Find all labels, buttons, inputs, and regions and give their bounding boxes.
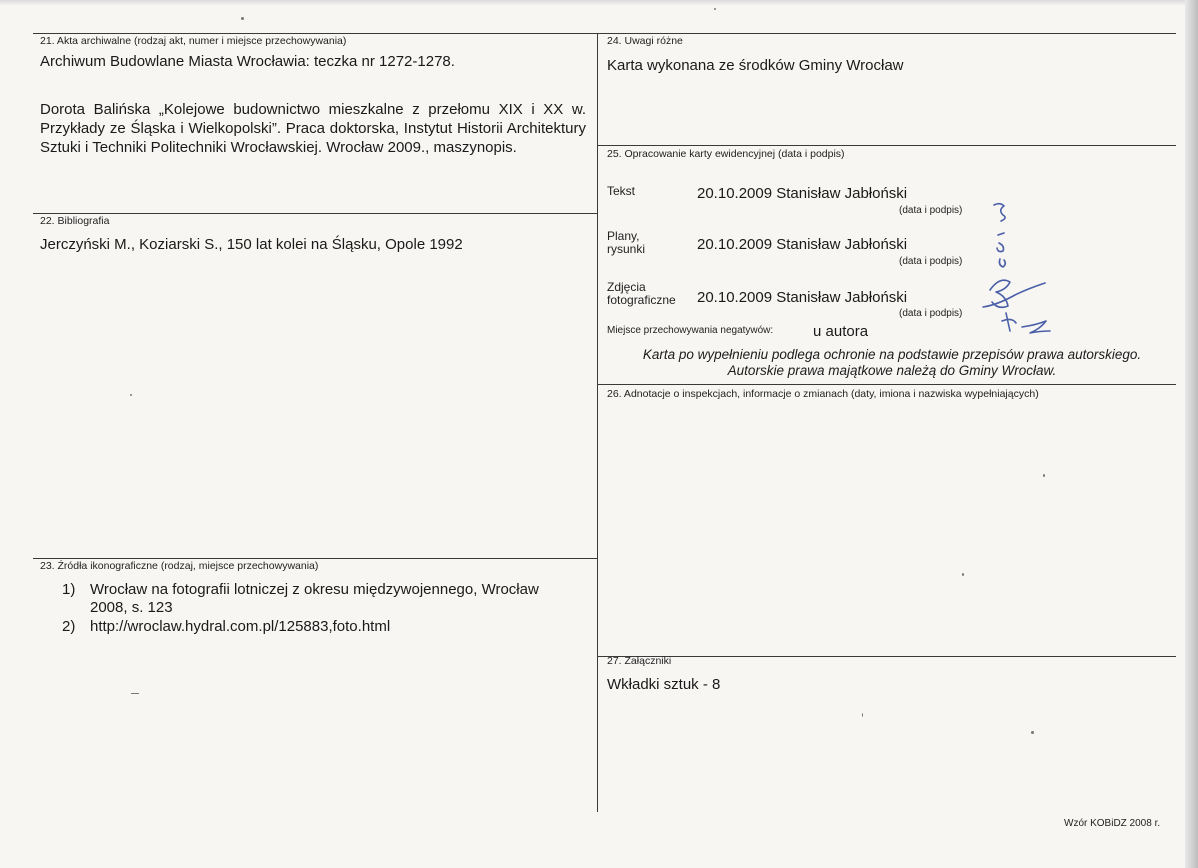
divider-21-22 [33,213,597,214]
photos-prepared-by: 20.10.2009 Stanisław Jabłoński [697,289,908,306]
divider-26-27 [597,656,1176,657]
form-template-footer: Wzór KOBiDZ 2008 r. [1064,818,1161,829]
remarks-text: Karta wykonana ze środków Gminy Wrocław [607,57,904,74]
text-prepared-by: 20.10.2009 Stanisław Jabłoński [697,185,908,202]
dust-speck [1031,731,1034,734]
section-23-label: 23. Źródła ikonograficzne (rodzaj, miejsce przechowywania) [40,560,319,572]
row-label-plans-cont: rysunki [607,242,646,256]
row-label-plans: Plany, [607,229,640,243]
dissertation-reference: Dorota Balińska „Kolejowe budownictwo mieszkalne z przełomu XIX i XX w. Przykłady ze Śląska i Wielkopolski”. Praca doktorska, Instytut Historii Architektury Sztuki i Techniki Politechniki Wrocławskiej. Wrocław 2009., maszynopis. [40,101,586,156]
section-26-label: 26. Adnotacje o inspekcjach, informacje o zmianach (daty, imiona i nazwiska wypełniających) [607,388,1039,400]
iconography-item-text-cont: 2008, s. 123 [90,599,173,616]
iconography-item-text: Wrocław na fotografii lotniczej z okresu międzywojennego, Wrocław [90,581,539,598]
paper-top-edge [0,0,1198,6]
iconography-item-num: 2) [62,618,76,635]
divider-24-25 [597,145,1176,146]
section-22-label: 22. Bibliografia [40,215,110,227]
paper-right-edge [1185,0,1198,868]
negatives-location-value: u autora [813,323,869,340]
dust-speck [130,394,132,396]
divider-22-23 [33,558,597,559]
row-label-text: Tekst [607,184,636,198]
dust-speck [714,8,716,10]
center-divider [597,33,598,812]
archive-reference: Archiwum Budowlane Miasta Wrocławia: teczka nr 1272-1278. [40,53,455,70]
plans-prepared-by: 20.10.2009 Stanisław Jabłoński [697,236,908,253]
date-signature-note: (data i podpis) [899,308,963,319]
section-24-label: 24. Uwagi różne [607,35,683,47]
divider-25-26 [597,384,1176,385]
bibliography-entry: Jerczyński M., Koziarski S., 150 lat kolei na Śląsku, Opole 1992 [40,236,463,253]
dust-speck [131,693,139,694]
iconography-item-text: http://wroclaw.hydral.com.pl/125883,foto.html [90,618,391,635]
dust-speck [962,573,964,576]
handwritten-signature [968,195,1053,345]
copyright-note-line2: Autorskie prawa majątkowe należą do Gminy Wrocław. [727,363,1057,378]
date-signature-note: (data i podpis) [899,205,963,216]
section-25-label: 25. Opracowanie karty ewidencyjnej (data i podpis) [607,148,845,160]
negatives-location-label: Miejsce przechowywania negatywów: [607,325,774,336]
date-signature-note: (data i podpis) [899,256,963,267]
row-label-photos-cont: fotograficzne [607,293,676,307]
copyright-note-line1: Karta po wypełnieniu podlega ochronie na podstawie przepisów prawa autorskiego. [642,347,1142,362]
top-border [33,33,1176,34]
attachments-text: Wkładki sztuk - 8 [607,676,721,693]
dust-speck [1043,474,1045,477]
row-label-photos: Zdjęcia [607,280,646,294]
dust-speck [862,713,863,717]
dust-speck [241,17,244,20]
iconography-item-num: 1) [62,581,76,598]
section-27-label: 27. Załączniki [607,655,672,667]
section-21-label: 21. Akta archiwalne (rodzaj akt, numer i miejsce przechowywania) [40,35,347,47]
